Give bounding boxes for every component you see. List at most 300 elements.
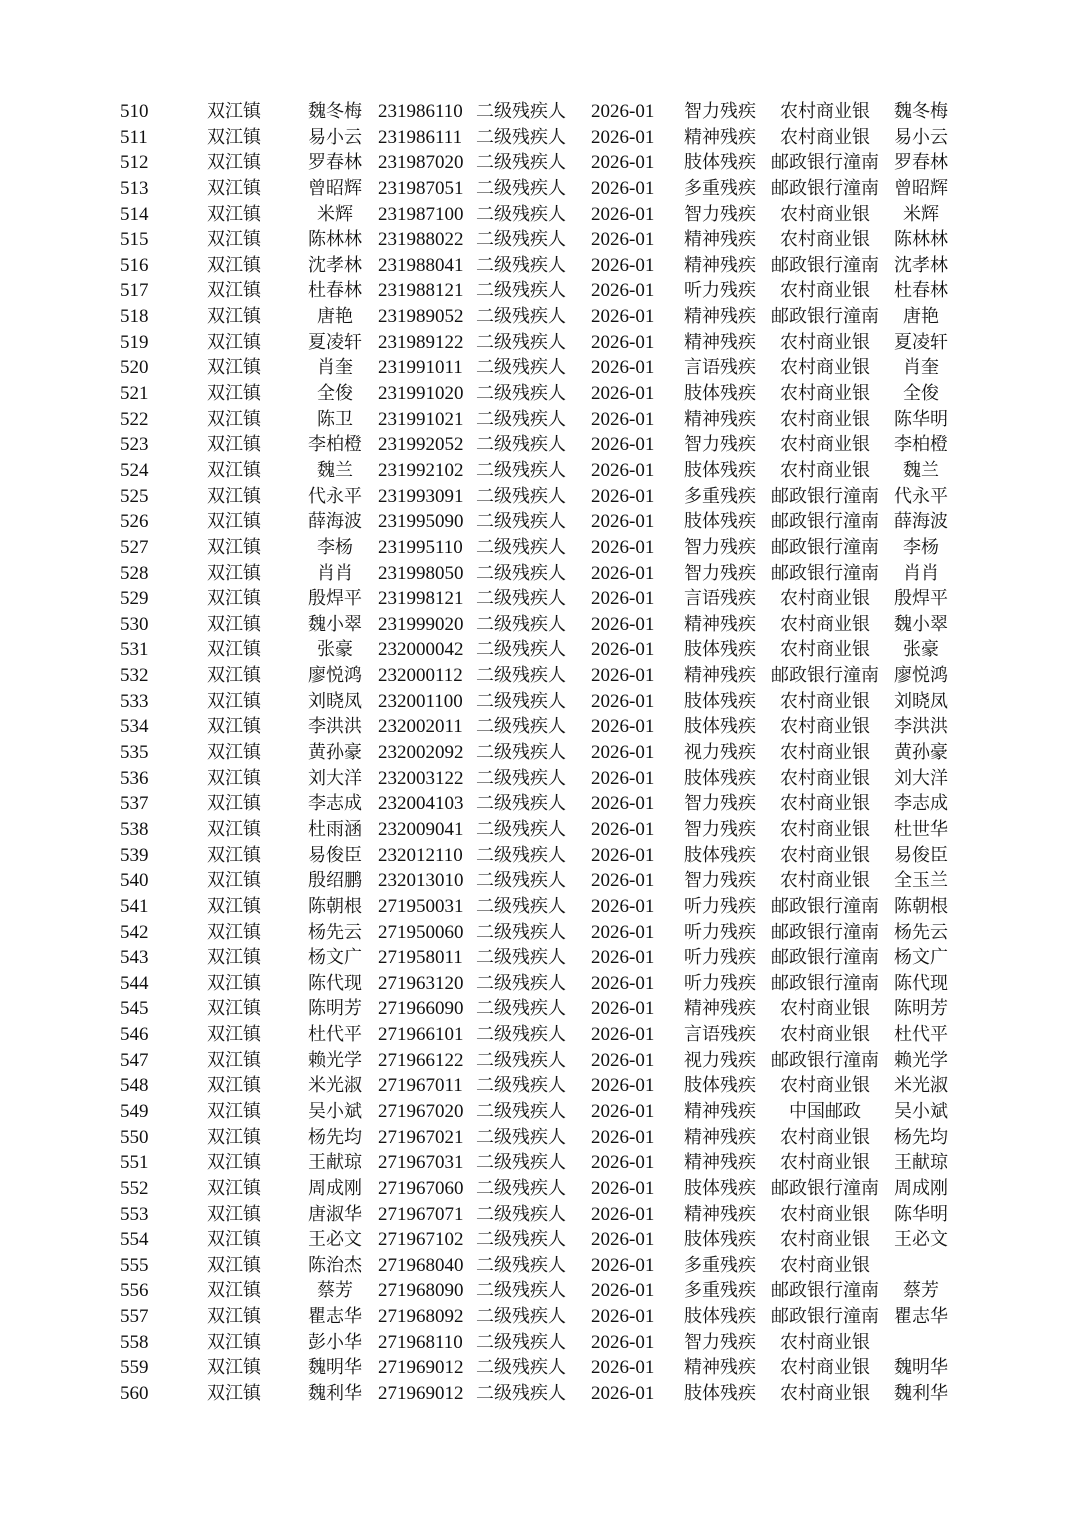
name-cell: 肖奎 (317, 357, 353, 379)
disability-level-cell: 二级残疾人 (476, 1229, 566, 1251)
bank-cell: 农村商业银 (780, 690, 870, 712)
disability-type-cell: 精神残疾 (684, 1100, 756, 1122)
table-row (0, 689, 1075, 715)
town-cell: 双江镇 (207, 562, 261, 584)
name-cell: 黄孙豪 (308, 742, 362, 764)
table-row (0, 1227, 1075, 1253)
id-number-text: 231992052 (378, 434, 464, 456)
disability-level-cell: 二级残疾人 (476, 357, 566, 379)
town-cell: 双江镇 (207, 1357, 261, 1379)
payee-cell: 魏小翠 (894, 613, 948, 635)
disability-level-cell: 二级残疾人 (476, 1331, 566, 1353)
row-number: 517 (120, 280, 149, 302)
disability-type-cell: 肢体残疾 (684, 1383, 756, 1405)
issue-month-cell: 2026-01 (591, 742, 655, 764)
id-number-cell (378, 1048, 476, 1074)
payee-cell: 薛海波 (894, 511, 948, 533)
row-number: 522 (120, 408, 149, 430)
issue-month-cell: 2026-01 (591, 793, 655, 815)
disability-type-cell: 肢体残疾 (684, 1075, 756, 1097)
id-number-cell (378, 868, 476, 894)
issue-month-cell: 2026-01 (591, 177, 655, 199)
id-number-cell (378, 253, 476, 279)
bank-cell: 农村商业银 (780, 1203, 870, 1225)
id-number-text: 271967020 (378, 1100, 464, 1122)
bank-cell: 农村商业银 (780, 1229, 870, 1251)
table-row (0, 330, 1075, 356)
issue-month-cell: 2026-01 (591, 485, 655, 507)
issue-month-cell: 2026-01 (591, 536, 655, 558)
bank-cell: 农村商业银 (780, 434, 870, 456)
payee-cell: 陈华明 (894, 1203, 948, 1225)
id-number-text: 231991020 (378, 383, 464, 405)
name-cell: 瞿志华 (308, 1306, 362, 1328)
id-number-cell (378, 330, 476, 356)
town-cell: 双江镇 (207, 331, 261, 353)
disability-level-cell: 二级残疾人 (476, 895, 566, 917)
table-row (0, 99, 1075, 125)
payee-cell: 廖悦鸿 (894, 665, 948, 687)
disability-level-cell: 二级残疾人 (476, 1049, 566, 1071)
payee-cell: 陈朝根 (894, 895, 948, 917)
town-cell: 双江镇 (207, 1229, 261, 1251)
disability-level-cell: 二级残疾人 (476, 1024, 566, 1046)
payee-cell: 杨先云 (894, 921, 948, 943)
id-number-text: 231987100 (378, 203, 464, 225)
name-cell: 魏冬梅 (308, 101, 362, 122)
bank-cell: 邮政银行潼南 (771, 485, 879, 507)
row-number: 527 (120, 536, 149, 558)
id-number-text: 231989122 (378, 331, 464, 353)
payee-cell: 张豪 (903, 639, 939, 661)
row-number: 526 (120, 511, 149, 533)
bank-cell: 农村商业银 (780, 818, 870, 840)
id-number-cell (378, 1253, 476, 1279)
row-number: 530 (120, 613, 149, 635)
id-number-cell (378, 304, 476, 330)
name-cell: 陈明芳 (308, 998, 362, 1020)
disability-type-cell: 视力残疾 (684, 1049, 756, 1071)
issue-month-cell: 2026-01 (591, 1126, 655, 1148)
table-row (0, 125, 1075, 151)
payee-cell: 夏凌轩 (894, 331, 948, 353)
bank-cell: 邮政银行潼南 (771, 254, 879, 276)
town-cell: 双江镇 (207, 101, 261, 122)
issue-month-cell: 2026-01 (591, 101, 655, 122)
name-cell: 唐艳 (317, 306, 353, 328)
row-number: 518 (120, 306, 149, 328)
name-cell: 薛海波 (308, 511, 362, 533)
name-cell: 李志成 (308, 793, 362, 815)
payee-cell: 刘晓凤 (894, 690, 948, 712)
bank-cell: 农村商业银 (780, 1152, 870, 1174)
table-row (0, 304, 1075, 330)
issue-month-cell: 2026-01 (591, 844, 655, 866)
disability-type-cell: 肢体残疾 (684, 767, 756, 789)
id-number-text: 231991021 (378, 408, 464, 430)
payee-cell: 易小云 (894, 126, 948, 148)
id-number-text: 271969012 (378, 1383, 464, 1405)
row-number: 538 (120, 818, 149, 840)
id-number-cell (378, 920, 476, 946)
table-row (0, 535, 1075, 561)
id-number-cell (378, 1022, 476, 1048)
disability-type-cell: 听力残疾 (684, 921, 756, 943)
town-cell: 双江镇 (207, 1100, 261, 1122)
id-number-cell (378, 894, 476, 920)
disability-level-cell: 二级残疾人 (476, 921, 566, 943)
id-number-cell (378, 355, 476, 381)
name-cell: 全俊 (317, 383, 353, 405)
town-cell: 双江镇 (207, 434, 261, 456)
disability-level-cell: 二级残疾人 (476, 562, 566, 584)
id-number-cell (378, 663, 476, 689)
id-number-cell (378, 1330, 476, 1356)
id-number-cell (378, 278, 476, 304)
disability-type-cell: 智力残疾 (684, 870, 756, 892)
bank-cell: 邮政银行潼南 (771, 895, 879, 917)
row-number: 552 (120, 1177, 149, 1199)
issue-month-cell: 2026-01 (591, 639, 655, 661)
id-number-cell (378, 843, 476, 869)
name-cell: 夏凌轩 (308, 331, 362, 353)
payee-cell: 黄孙豪 (894, 742, 948, 764)
table-row (0, 227, 1075, 253)
disability-type-cell: 肢体残疾 (684, 459, 756, 481)
disability-type-cell: 多重残疾 (684, 177, 756, 199)
name-cell: 魏小翠 (308, 613, 362, 635)
payee-cell: 易俊臣 (894, 844, 948, 866)
town-cell: 双江镇 (207, 383, 261, 405)
town-cell: 双江镇 (207, 613, 261, 635)
bank-cell: 农村商业银 (780, 126, 870, 148)
payee-cell: 赖光学 (894, 1049, 948, 1071)
issue-month-cell: 2026-01 (591, 1024, 655, 1046)
id-number-text: 232012110 (378, 844, 463, 866)
name-cell: 王必文 (308, 1229, 362, 1251)
payee-cell: 陈林林 (894, 229, 948, 251)
disability-level-cell: 二级残疾人 (476, 972, 566, 994)
id-number-text: 231999020 (378, 613, 464, 635)
table-row (0, 843, 1075, 869)
disability-level-cell: 二级残疾人 (476, 716, 566, 738)
bank-cell: 农村商业银 (780, 1383, 870, 1405)
disability-type-cell: 肢体残疾 (684, 1229, 756, 1251)
id-number-text: 232000042 (378, 639, 464, 661)
row-number: 536 (120, 767, 149, 789)
payee-cell: 杜世华 (894, 818, 948, 840)
issue-month-cell: 2026-01 (591, 1075, 655, 1097)
town-cell: 双江镇 (207, 690, 261, 712)
town-cell: 双江镇 (207, 1203, 261, 1225)
name-cell: 杨文广 (308, 947, 362, 969)
issue-month-cell: 2026-01 (591, 818, 655, 840)
table-row (0, 1202, 1075, 1228)
row-number: 546 (120, 1024, 149, 1046)
disability-level-cell: 二级残疾人 (476, 254, 566, 276)
bank-cell: 农村商业银 (780, 1126, 870, 1148)
row-number: 558 (120, 1331, 149, 1353)
table-row (0, 1253, 1075, 1279)
payee-cell: 唐艳 (903, 306, 939, 328)
payee-cell: 杨文广 (894, 947, 948, 969)
town-cell: 双江镇 (207, 152, 261, 174)
id-number-cell (378, 484, 476, 510)
id-number-text: 232002011 (378, 716, 463, 738)
disability-type-cell: 言语残疾 (684, 588, 756, 610)
table-row (0, 355, 1075, 381)
disability-level-cell: 二级残疾人 (476, 408, 566, 430)
table-row (0, 1073, 1075, 1099)
id-number-text: 271966101 (378, 1024, 464, 1046)
id-number-cell (378, 1381, 476, 1407)
table-row (0, 202, 1075, 228)
id-number-text: 271967011 (378, 1075, 463, 1097)
disability-type-cell: 听力残疾 (684, 895, 756, 917)
town-cell: 双江镇 (207, 1280, 261, 1302)
id-number-text: 231988121 (378, 280, 464, 302)
bank-cell: 农村商业银 (780, 588, 870, 610)
payee-cell: 魏兰 (903, 459, 939, 481)
table-row (0, 561, 1075, 587)
town-cell: 双江镇 (207, 870, 261, 892)
bank-cell: 农村商业银 (780, 1254, 870, 1276)
payee-cell: 陈明芳 (894, 998, 948, 1020)
payee-cell: 魏利华 (894, 1383, 948, 1405)
name-cell: 赖光学 (308, 1049, 362, 1071)
name-cell: 魏利华 (308, 1383, 362, 1405)
table-row (0, 1304, 1075, 1330)
table-row (0, 996, 1075, 1022)
id-number-cell (378, 176, 476, 202)
table-row (0, 817, 1075, 843)
issue-month-cell: 2026-01 (591, 306, 655, 328)
disability-level-cell: 二级残疾人 (476, 742, 566, 764)
payee-cell: 全玉兰 (894, 870, 948, 892)
town-cell: 双江镇 (207, 793, 261, 815)
row-number: 543 (120, 947, 149, 969)
row-number: 557 (120, 1306, 149, 1328)
disability-level-cell: 二级残疾人 (476, 767, 566, 789)
name-cell: 易俊臣 (308, 844, 362, 866)
disability-level-cell: 二级残疾人 (476, 331, 566, 353)
disability-level-cell: 二级残疾人 (476, 1306, 566, 1328)
payee-cell: 吴小斌 (894, 1100, 948, 1122)
payee-cell: 杨先均 (894, 1126, 948, 1148)
disability-type-cell: 智力残疾 (684, 818, 756, 840)
table-row (0, 1278, 1075, 1304)
town-cell: 双江镇 (207, 844, 261, 866)
payee-cell: 蔡芳 (903, 1280, 939, 1302)
row-number: 548 (120, 1075, 149, 1097)
id-number-text: 231987020 (378, 152, 464, 174)
bank-cell: 邮政银行潼南 (771, 947, 879, 969)
bank-cell: 邮政银行潼南 (771, 511, 879, 533)
table-row (0, 1125, 1075, 1151)
name-cell: 彭小华 (308, 1331, 362, 1353)
issue-month-cell: 2026-01 (591, 1229, 655, 1251)
id-number-cell (378, 1150, 476, 1176)
payee-cell: 米辉 (903, 203, 939, 225)
disability-level-cell: 二级残疾人 (476, 947, 566, 969)
row-number: 551 (120, 1152, 149, 1174)
town-cell: 双江镇 (207, 972, 261, 994)
bank-cell: 农村商业银 (780, 844, 870, 866)
row-number: 529 (120, 588, 149, 610)
disability-type-cell: 智力残疾 (684, 101, 756, 122)
id-number-cell (378, 125, 476, 151)
table-row (0, 176, 1075, 202)
id-number-cell (378, 740, 476, 766)
id-number-cell (378, 766, 476, 792)
disability-level-cell: 二级残疾人 (476, 1075, 566, 1097)
bank-cell: 邮政银行潼南 (771, 562, 879, 584)
bank-cell: 农村商业银 (780, 613, 870, 635)
id-number-cell (378, 714, 476, 740)
id-number-cell (378, 945, 476, 971)
issue-month-cell: 2026-01 (591, 408, 655, 430)
disability-type-cell: 肢体残疾 (684, 716, 756, 738)
bank-cell: 邮政银行潼南 (771, 1177, 879, 1199)
disability-level-cell: 二级残疾人 (476, 459, 566, 481)
name-cell: 刘大洋 (308, 767, 362, 789)
bank-cell: 邮政银行潼南 (771, 921, 879, 943)
payee-cell: 刘大洋 (894, 767, 948, 789)
bank-cell: 农村商业银 (780, 998, 870, 1020)
bank-cell: 邮政银行潼南 (771, 177, 879, 199)
issue-month-cell: 2026-01 (591, 1331, 655, 1353)
town-cell: 双江镇 (207, 921, 261, 943)
payee-cell: 杜春林 (894, 280, 948, 302)
bank-cell: 邮政银行潼南 (771, 536, 879, 558)
name-cell: 陈治杰 (308, 1254, 362, 1276)
row-number: 523 (120, 434, 149, 456)
issue-month-cell: 2026-01 (591, 895, 655, 917)
payee-cell: 周成刚 (894, 1177, 948, 1199)
disability-level-cell: 二级残疾人 (476, 998, 566, 1020)
table-row (0, 253, 1075, 279)
id-number-text: 231989052 (378, 306, 464, 328)
row-number: 559 (120, 1357, 149, 1379)
issue-month-cell: 2026-01 (591, 1254, 655, 1276)
id-number-text: 232004103 (378, 793, 464, 815)
row-number: 539 (120, 844, 149, 866)
id-number-cell (378, 535, 476, 561)
id-number-cell (378, 1125, 476, 1151)
bank-cell: 农村商业银 (780, 408, 870, 430)
row-number: 542 (120, 921, 149, 943)
id-number-cell (378, 561, 476, 587)
table-row (0, 381, 1075, 407)
disability-type-cell: 肢体残疾 (684, 1306, 756, 1328)
row-number: 519 (120, 331, 149, 353)
issue-month-cell: 2026-01 (591, 1100, 655, 1122)
town-cell: 双江镇 (207, 767, 261, 789)
name-cell: 米辉 (317, 203, 353, 225)
bank-cell: 邮政银行潼南 (771, 665, 879, 687)
disability-type-cell: 智力残疾 (684, 1331, 756, 1353)
name-cell: 杜雨涵 (308, 818, 362, 840)
payee-cell: 李洪洪 (894, 716, 948, 738)
payee-cell: 李柏橙 (894, 434, 948, 456)
bank-cell: 农村商业银 (780, 459, 870, 481)
id-number-text: 232003122 (378, 767, 464, 789)
name-cell: 肖肖 (317, 562, 353, 584)
table-row (0, 1381, 1075, 1407)
id-number-text: 271968090 (378, 1280, 464, 1302)
disability-type-cell: 精神残疾 (684, 998, 756, 1020)
issue-month-cell: 2026-01 (591, 690, 655, 712)
town-cell: 双江镇 (207, 742, 261, 764)
id-number-text: 231988041 (378, 254, 464, 276)
disability-level-cell: 二级残疾人 (476, 1203, 566, 1225)
id-number-text: 231986111 (378, 126, 463, 148)
bank-cell: 农村商业银 (780, 639, 870, 661)
name-cell: 曾昭辉 (308, 177, 362, 199)
row-number: 544 (120, 972, 149, 994)
disability-type-cell: 精神残疾 (684, 254, 756, 276)
table-row (0, 791, 1075, 817)
id-number-cell (378, 458, 476, 484)
disability-level-cell: 二级残疾人 (476, 639, 566, 661)
disability-type-cell: 精神残疾 (684, 408, 756, 430)
disability-type-cell: 精神残疾 (684, 665, 756, 687)
bank-cell: 邮政银行潼南 (771, 1049, 879, 1071)
issue-month-cell: 2026-01 (591, 1280, 655, 1302)
name-cell: 杜春林 (308, 280, 362, 302)
town-cell: 双江镇 (207, 1383, 261, 1405)
disability-level-cell: 二级残疾人 (476, 434, 566, 456)
table-row (0, 1150, 1075, 1176)
id-number-cell (378, 612, 476, 638)
row-number: 556 (120, 1280, 149, 1302)
name-cell: 蔡芳 (317, 1280, 353, 1302)
id-number-cell (378, 407, 476, 433)
row-number: 553 (120, 1203, 149, 1225)
town-cell: 双江镇 (207, 1306, 261, 1328)
disability-type-cell: 精神残疾 (684, 1357, 756, 1379)
id-number-text: 231998121 (378, 588, 464, 610)
bank-cell: 农村商业银 (780, 870, 870, 892)
id-number-text: 232009041 (378, 818, 464, 840)
id-number-text: 231987051 (378, 177, 464, 199)
bank-cell: 农村商业银 (780, 229, 870, 251)
disability-level-cell: 二级残疾人 (476, 1280, 566, 1302)
disability-level-cell: 二级残疾人 (476, 280, 566, 302)
table-row (0, 1176, 1075, 1202)
disability-type-cell: 智力残疾 (684, 793, 756, 815)
name-cell: 罗春林 (308, 152, 362, 174)
bank-cell: 邮政银行潼南 (771, 1280, 879, 1302)
town-cell: 双江镇 (207, 203, 261, 225)
table-row (0, 1355, 1075, 1381)
disability-type-cell: 智力残疾 (684, 434, 756, 456)
row-number: 545 (120, 998, 149, 1020)
name-cell: 杜代平 (308, 1024, 362, 1046)
id-number-text: 231991011 (378, 357, 463, 379)
payee-cell: 罗春林 (894, 152, 948, 174)
row-number: 540 (120, 870, 149, 892)
disability-level-cell: 二级残疾人 (476, 690, 566, 712)
disability-type-cell: 精神残疾 (684, 1203, 756, 1225)
disability-level-cell: 二级残疾人 (476, 1254, 566, 1276)
bank-cell: 农村商业银 (780, 357, 870, 379)
bank-cell: 农村商业银 (780, 1024, 870, 1046)
payee-cell: 代永平 (894, 485, 948, 507)
issue-month-cell: 2026-01 (591, 254, 655, 276)
issue-month-cell: 2026-01 (591, 947, 655, 969)
payee-cell: 殷焊平 (894, 588, 948, 610)
